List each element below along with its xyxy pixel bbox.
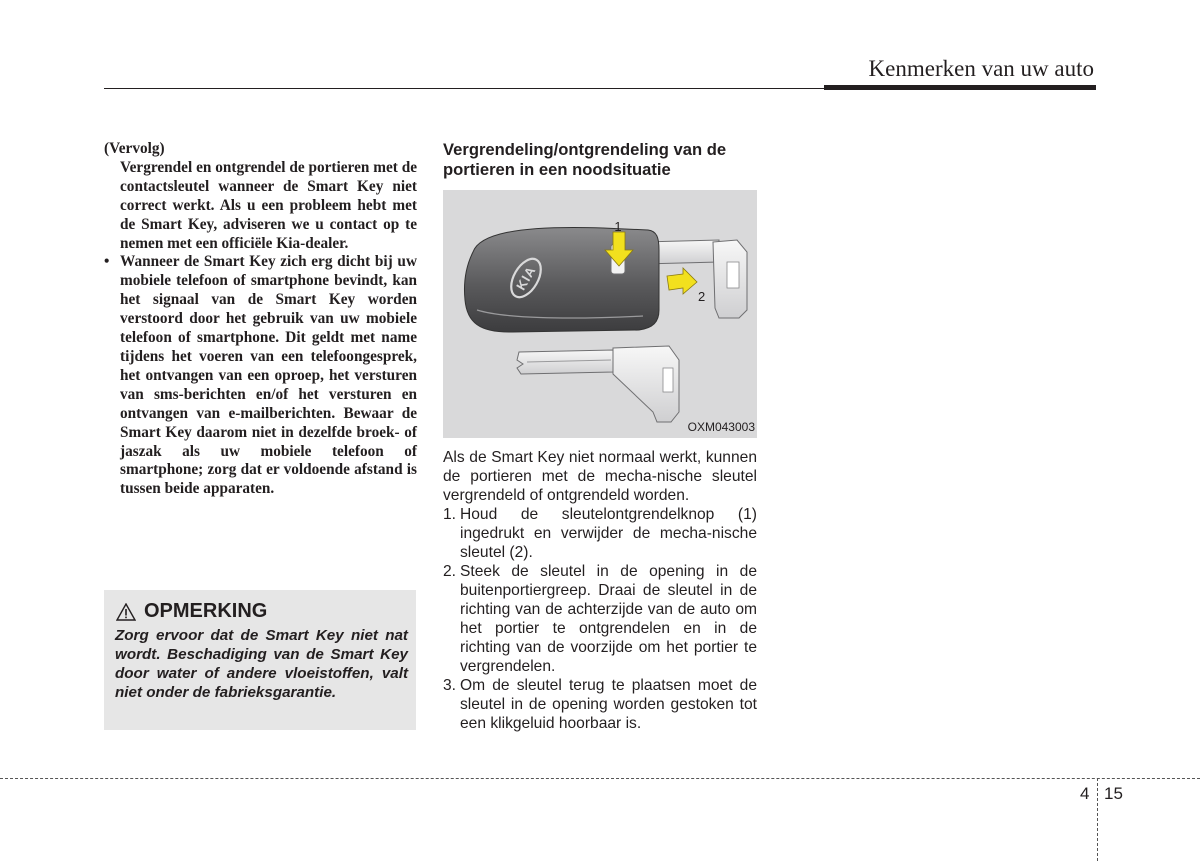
note-body: Zorg ervoor dat de Smart Key niet nat wordt. Beschadiging van de Smart Key door water of andere vloeistoffen, valt niet onder de fabrieksgarantie. (115, 627, 408, 701)
callout-2-label: 2 (698, 289, 706, 304)
step-item (443, 676, 757, 733)
step-text: Houd de sleutelontgrendelknop (1) ingedrukt en verwijder de mecha-nische sleutel (2). (460, 506, 757, 561)
step-item (443, 562, 757, 676)
callout-1-label: 1 (614, 219, 622, 234)
bullet-mark: • (104, 253, 110, 271)
bullet-text: Wanneer de Smart Key zich erg dicht bij uw mobiele telefoon of smartphone bevindt, kan het signaal van de Smart Key worden verstoord door het gebruik van uw mobiele telefoon of smartphone. Dit geldt met name tijdens het voeren van een telefoongesprek, het ontvangen van een oproep, het versturen van sms-berichten en/of het versturen en ontvangen van e-mailberichten. Bewaar de Smart Key daarom niet in dezelfde broek- of jaszak als uw mobiele telefoon of smartphone; zorg dat er voldoende afstand is tussen beide apparaten. (120, 253, 417, 498)
section-title: Vergrendeling/ontgrendeling van de portieren in een noodsituatie (443, 140, 727, 179)
smart-key-figure (443, 190, 757, 438)
page-number: 15 (1104, 784, 1123, 803)
warning-triangle-icon (116, 603, 136, 621)
header-rule (104, 88, 824, 89)
step-number: 1. (443, 506, 457, 523)
note-box (104, 590, 416, 730)
figure-code: OXM043003 (687, 420, 755, 434)
left-column (104, 140, 417, 499)
note-header (116, 600, 267, 623)
step-text: Steek de sleutel in de opening in de buitenportiergreep. Draai de sleutel in de richting van de achterzijde van de auto om het portier te ontgrendelen en in de richting van de voorzijde om het portier te vergrendelen. (460, 563, 757, 675)
footer-dotted-divider (1097, 778, 1098, 861)
bullet-item-phone-interference (104, 253, 417, 499)
footer-dotted-rule (0, 778, 1200, 779)
step-text: Om de sleutel terug te plaatsen moet de sleutel in de opening worden gestoken tot een klikgeluid hoorbaar is. (460, 677, 757, 732)
chapter-number: 4 (1080, 784, 1090, 803)
step-number: 3. (443, 677, 457, 694)
continued-label: (Vervolg) (104, 140, 165, 157)
running-header-title: Kenmerken van uw auto (868, 56, 1094, 81)
svg-text:KIA: KIA (513, 263, 539, 293)
header-rule-thick (824, 85, 1096, 90)
smart-key-illustration (443, 190, 757, 438)
step-item (443, 505, 757, 562)
intro-paragraph: Als de Smart Key niet normaal werkt, kunnen de portieren met de mecha-nische sleutel vergrendeld of ontgrendeld worden. (443, 449, 757, 504)
paragraph-contact-key: Vergrendel en ontgrendel de portieren met de contactsleutel wanneer de Smart Key niet correct werkt. Als u een probleem hebt met de Smart Key, adviseren we u contact op te nemen met een officiële Kia-dealer. (120, 158, 417, 252)
note-title: OPMERKING (144, 600, 268, 622)
right-body (443, 448, 757, 733)
step-number: 2. (443, 563, 457, 580)
